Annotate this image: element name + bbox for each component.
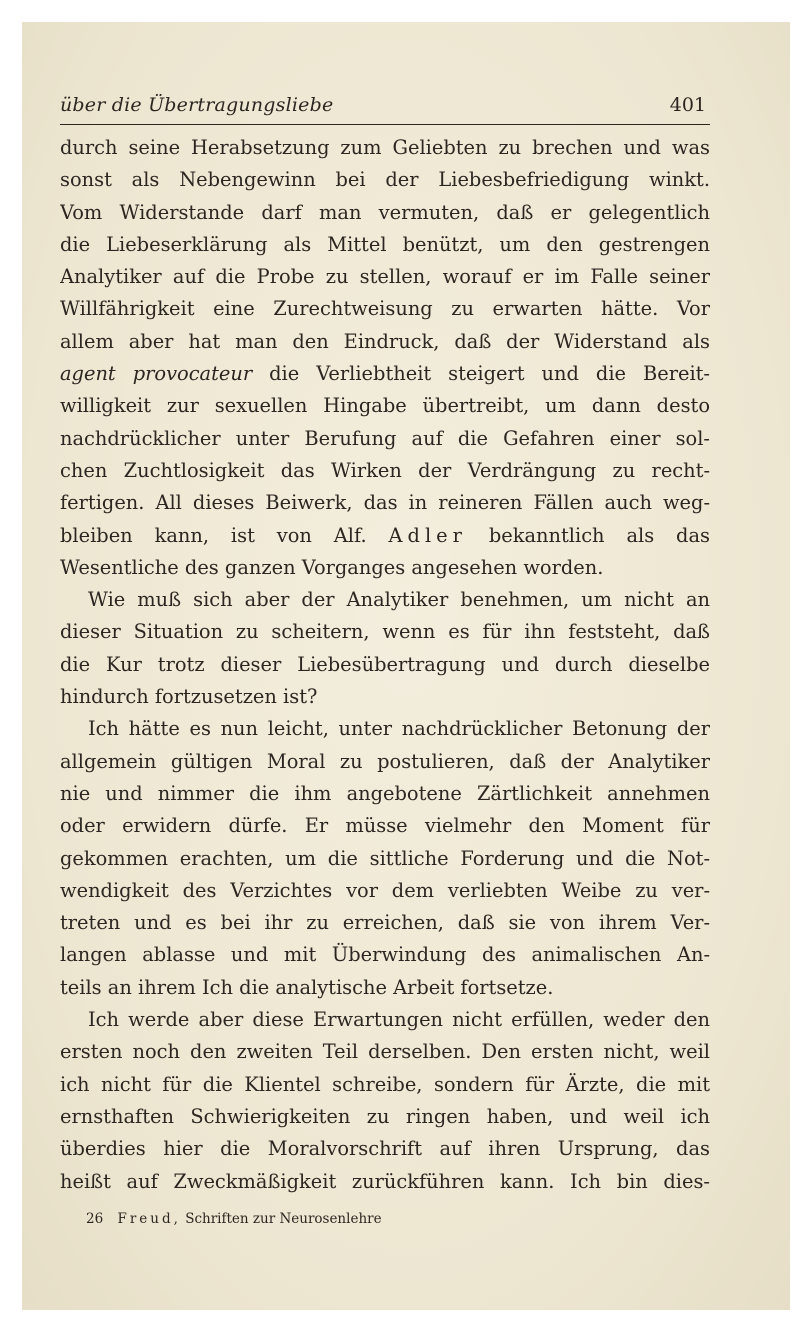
book-page xyxy=(22,22,790,1310)
text-line: Wesentliche des ganzen Vorganges angesehen worden. xyxy=(60,555,604,579)
spaced-name: Adler xyxy=(388,523,467,547)
text-line: allem aber hat man den Eindruck, daß der Widerstand als xyxy=(60,329,710,353)
text-line: ersten noch den zweiten Teil derselben. Den ersten nicht, weil xyxy=(60,1040,710,1064)
text-line: die Liebeserklärung als Mittel benützt, um den gestrengen xyxy=(60,232,710,256)
text-line: gekommen erachten, um die sittliche Forderung und die Not- xyxy=(60,846,710,870)
text-line: teils an ihrem Ich die analytische Arbeit fortsetze. xyxy=(60,975,554,999)
running-head xyxy=(60,90,710,125)
body-text xyxy=(60,132,710,1198)
text-line: nachdrücklicher unter Berufung auf die Gefahren einer sol- xyxy=(60,426,710,450)
text-line: treten und es bei ihr zu erreichen, daß sie von ihrem Ver- xyxy=(60,911,710,935)
running-title: über die Übertragungsliebe xyxy=(60,94,334,116)
text-line: ich nicht für die Klientel schreibe, sondern für Ärzte, die mit xyxy=(60,1072,710,1096)
text-line: wendigkeit des Verzichtes vor dem verliebten Weibe zu ver- xyxy=(60,878,710,902)
text-line: willigkeit zur sexuellen Hingabe übertreibt, um dann desto xyxy=(60,394,710,418)
text-line: dieser Situation zu scheitern, wenn es für ihn feststeht, daß xyxy=(60,620,710,644)
signature-number: 26 xyxy=(86,1211,104,1227)
text-line: hindurch fortzusetzen ist? xyxy=(60,685,318,709)
text-line: bleiben kann, ist von Alf. Adler bekanntlich als das xyxy=(60,523,710,547)
paragraph-start-line: Ich hätte es nun leicht, unter nachdrücklicher Betonung der xyxy=(88,717,710,741)
paragraph-start-line: Wie muß sich aber der Analytiker benehmen, um nicht an xyxy=(88,588,710,612)
page-number: 401 xyxy=(669,94,706,116)
text-line: Vom Widerstande darf man vermuten, daß er gelegentlich xyxy=(60,200,710,224)
text-line: überdies hier die Moralvorschrift auf ihren Ursprung, das xyxy=(60,1137,710,1161)
text-line: ernsthaften Schwierigkeiten zu ringen haben, und weil ich xyxy=(60,1104,710,1128)
text-line: allgemein gültigen Moral zu postulieren, daß der Analytiker xyxy=(60,749,710,773)
text-line: Willfährigkeit eine Zurechtweisung zu erwarten hätte. Vor xyxy=(60,297,710,321)
signature-author: Freud, xyxy=(117,1211,181,1227)
text-line: heißt auf Zweckmäßigkeit zurückführen kann. Ich bin dies- xyxy=(60,1169,710,1193)
paragraph-start-line: Ich werde aber diese Erwartungen nicht erfüllen, weder den xyxy=(88,1008,710,1032)
text-line: chen Zuchtlosigkeit das Wirken der Verdrängung zu recht- xyxy=(60,458,710,482)
signature-title: Schriften zur Neurosenlehre xyxy=(185,1211,382,1227)
text-line: oder erwidern dürfe. Er müsse vielmehr den Moment für xyxy=(60,814,710,838)
italic-term: agent provocateur xyxy=(60,362,253,386)
text-line: sonst als Nebengewinn bei der Liebesbefriedigung winkt. xyxy=(60,168,710,192)
text-line: nie und nimmer die ihm angebotene Zärtlichkeit annehmen xyxy=(60,781,710,805)
text-line: durch seine Herabsetzung zum Geliebten zu brechen und was xyxy=(60,136,710,159)
text-line: langen ablasse und mit Überwindung des animalischen An- xyxy=(60,943,710,967)
text-line: Analytiker auf die Probe zu stellen, worauf er im Falle seiner xyxy=(60,265,710,289)
text-line: die Kur trotz dieser Liebesübertragung und durch dieselbe xyxy=(60,652,710,676)
text-line: fertigen. All dieses Beiwerk, das in reineren Fällen auch weg- xyxy=(60,491,710,515)
text-line: agent provocateur die Verliebtheit steigert und die Bereit- xyxy=(60,362,710,386)
printer-signature xyxy=(86,1211,382,1227)
